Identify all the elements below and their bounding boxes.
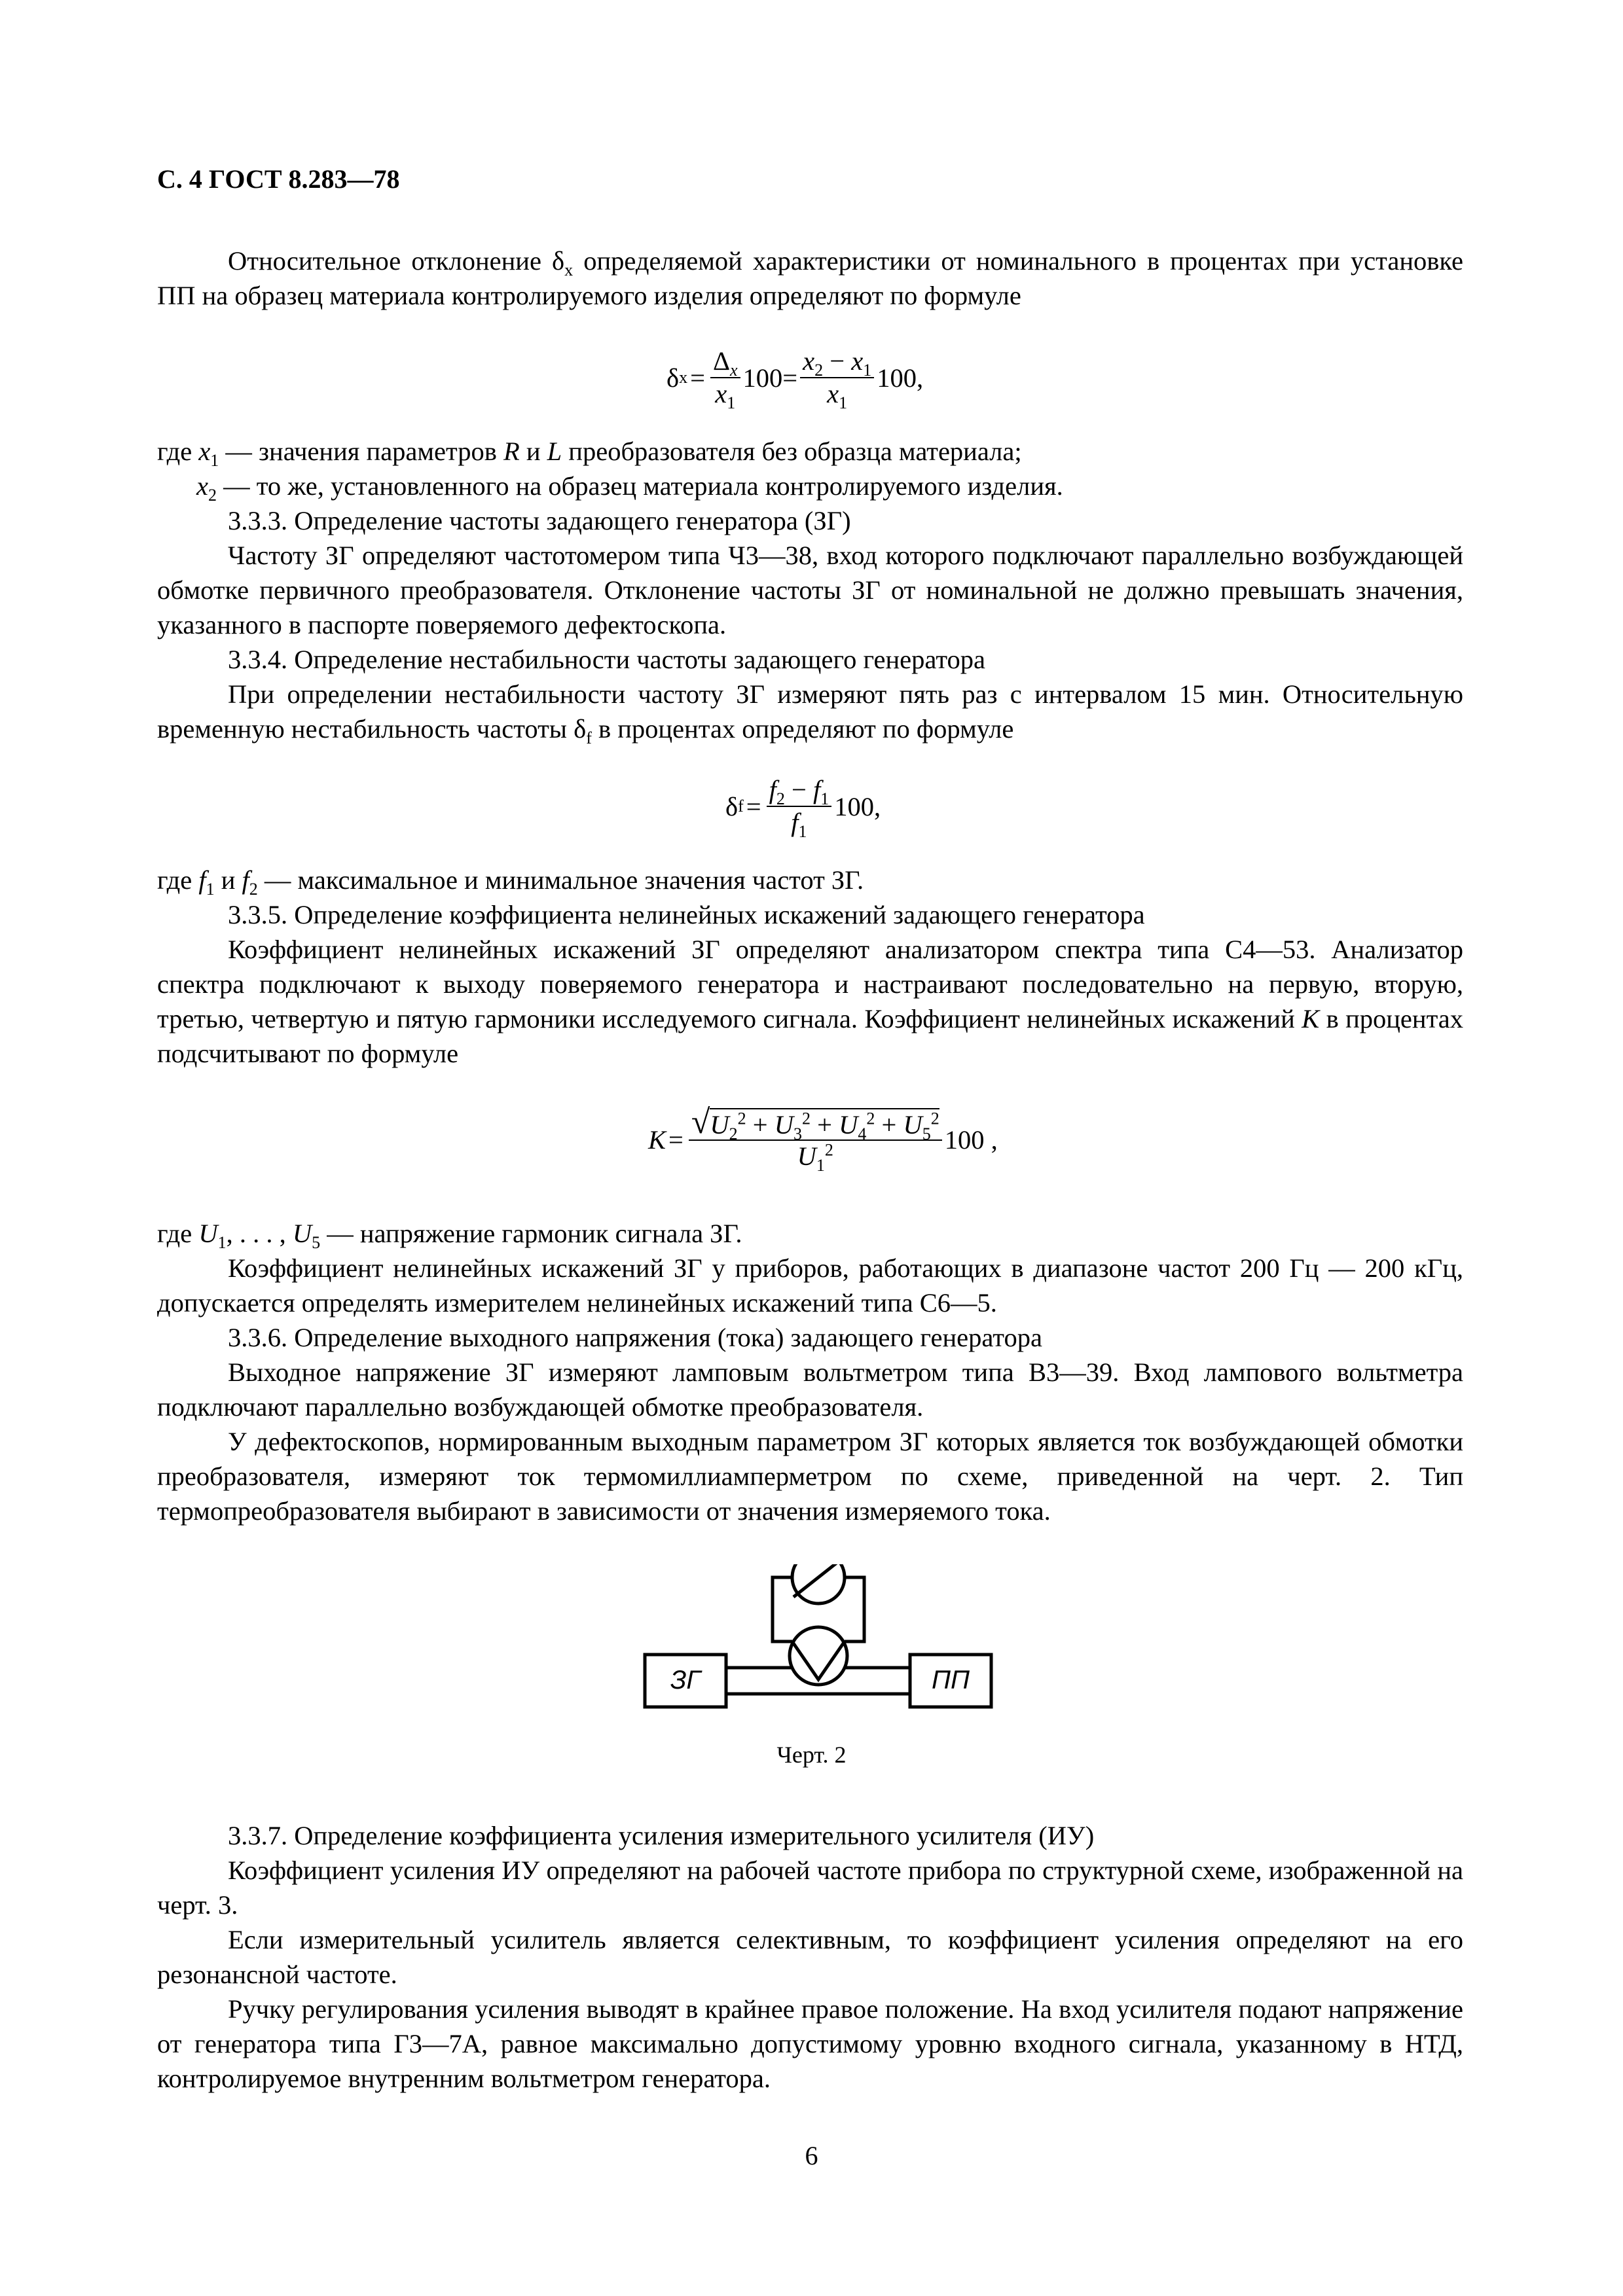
page-number: 6 <box>805 2141 818 2170</box>
milliammeter-circle <box>792 1564 845 1604</box>
section-block-2 <box>157 863 1463 1071</box>
section-3-3-5-title: 3.3.5. Определение коэффициента нелинейных искажений задающего генератора <box>228 900 1145 929</box>
section-3-3-5-text: Коэффициент нелинейных искажений ЗГ определяют анализатором спектра типа С4—53. Анализатор спектра подключают к выходу поверяемого генератора и настраивают последовательно на первую, вторую, третью, четвертую и пятую гармоники исследуемого сигнала. Коэффициент нелинейных искажений K в процентах подсчитывают по формуле <box>157 935 1463 1068</box>
section-3-3-7-title: 3.3.7. Определение коэффициента усиления измерительного усилителя (ИУ) <box>228 1821 1095 1850</box>
section-3-3-4-text: При определении нестабильности частоту ЗГ измеряют пять раз с интервалом 15 мин. Относительную временную нестабильность частоты $\delta_f$ в процентах определяют по формуле <box>157 679 1463 748</box>
generator-label: ЗГ <box>670 1666 701 1695</box>
section-3-3-6-title: 3.3.6. Определение выходного напряжения (тока) задающего генератора <box>228 1323 1042 1352</box>
section-3-3-6-text-1: Выходное напряжение ЗГ измеряют ламповым вольтметром типа В3—39. Вход лампового вольтметра подключают параллельно возбуждающей обмотке преобразователя. <box>157 1357 1463 1422</box>
section-3-3-7-text-2: Если измерительный усилитель является селективным, то коэффициент усиления определяют на его резонансной частоте. <box>157 1925 1463 1989</box>
section-3-3-7-text-3: Ручку регулирования усиления выводят в крайнее правое положение. На вход усилителя подают напряжение от генератора типа Г3—7А, равное максимально допустимому уровню входного сигнала, указанному в НТД, контролируемое внутренним вольтметром генератора. <box>157 1994 1463 2093</box>
section-3-3-6-text-2: У дефектоскопов, нормированным выходным параметром ЗГ которых является ток возбуждающей обмотки преобразователя, измеряют ток термомиллиамперметром по схеме, приведенной на черт. 2. Тип термопреобразователя выбирают в зависимости от значения измеряемого тока. <box>157 1427 1463 1526</box>
section-3-3-7-text-1: Коэффициент усиления ИУ определяют на рабочей частоте прибора по структурной схеме, изображенной на черт. 3. <box>157 1856 1463 1920</box>
thermoconverter-circle <box>790 1627 847 1685</box>
formula-frequency-instability: δ f = $\frac{f_2 - f_1}{f_1}$ 100, <box>725 775 881 842</box>
section-block-4 <box>157 1818 1463 2096</box>
section-block-3 <box>157 1216 1463 1528</box>
figure-caption: Черт. 2 <box>776 1742 847 1768</box>
formula-relative-deviation: δ x = $\frac{\Delta_x}{x_1}$ 100= $\frac{x_2 - x_1}{x_1}$ 100, <box>666 346 924 413</box>
section-3-3-3-text: Частоту ЗГ определяют частотомером типа Ч3—38, вход которого подключают параллельно возбуждающей обмотке первичного преобразователя. Отклонение частоты ЗГ от номинальной не должно превышать значения, указанного в паспорте поверяемого дефектоскопа. <box>157 541 1463 639</box>
section-3-3-3-title: 3.3.3. Определение частоты задающего генератора (ЗГ) <box>228 506 851 535</box>
section-3-3-4-title: 3.3.4. Определение нестабильности частоты задающего генератора <box>228 645 985 674</box>
where-f: где $f_1$ и $f_2$ — максимальное и минимальное значения частот ЗГ. <box>157 865 864 899</box>
intro-paragraph: Относительное отклонение $\delta_x$ определяемой характеристики от номинального в процентах при установке ПП на образец материала контролируемого изделия определяют по формуле <box>157 246 1464 310</box>
where-x1: где $x_1$ — значения параметров R и L преобразователя без образца материала; <box>157 437 1022 471</box>
transducer-label: ПП <box>932 1666 970 1695</box>
section-3-3-5-text-2: Коэффициент нелинейных искажений ЗГ у приборов, работающих в диапазоне частот 200 Гц — 200 кГц, допускается определять измерителем нелинейных искажений типа С6—5. <box>157 1253 1463 1318</box>
circuit-diagram <box>642 1564 995 1734</box>
formula-distortion-coefficient: K = √ $U_2^2 + U_3^2 + U_4^2 + U_5^2$ $U_1^2$ 100 , <box>648 1103 998 1175</box>
section-block-1 <box>157 434 1463 746</box>
where-x2: $x_2$ — то же, установленного на образец материала контролируемого изделия. <box>196 471 1063 505</box>
page-header: С. 4 ГОСТ 8.283—78 <box>157 164 400 194</box>
where-u: где $U_1$, . . . , $U_5$ — напряжение гармоник сигнала ЗГ. <box>157 1219 742 1253</box>
